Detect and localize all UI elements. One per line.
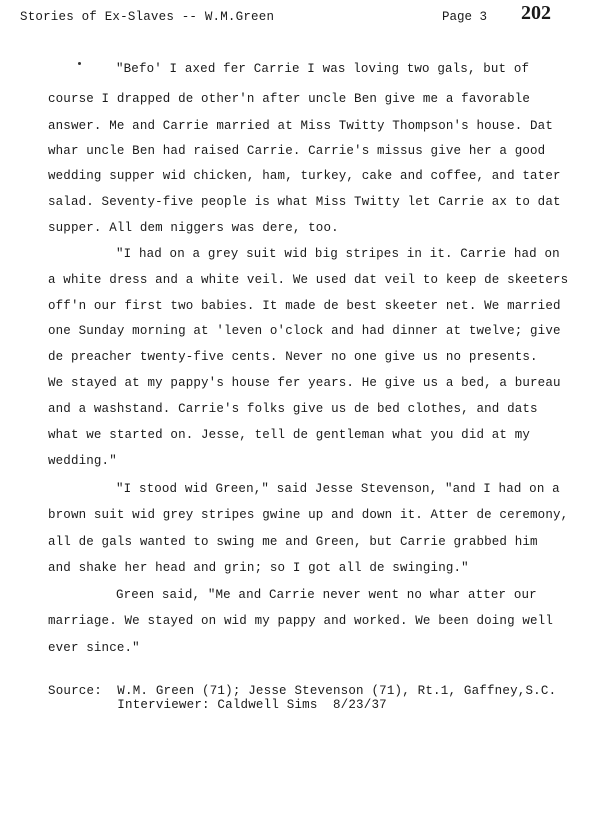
text-line: "I had on a grey suit wid big stripes in it. Carrie had on: [116, 247, 560, 261]
text-line: one Sunday morning at 'leven o'clock and had dinner at twelve; give: [48, 324, 561, 338]
text-line: whar uncle Ben had raised Carrie. Carrie's missus give her a good: [48, 144, 546, 158]
text-line: Green said, "Me and Carrie never went no whar atter our: [116, 588, 537, 602]
text-line: wedding.": [48, 454, 117, 468]
page-label: Page 3: [442, 10, 488, 24]
text-line: "Befo' I axed fer Carrie I was loving two gals, but of: [116, 62, 530, 76]
source-citation: [48, 684, 556, 712]
text-line: supper. All dem niggers was dere, too.: [48, 221, 339, 235]
text-line: course I drapped de other'n after uncle Ben give me a favorable: [48, 92, 531, 106]
text-line: salad. Seventy-five people is what Miss Twitty let Carrie ax to dat: [48, 195, 561, 209]
ink-dot: [78, 62, 81, 65]
text-line: and a washstand. Carrie's folks give us de bed clothes, and dats: [48, 402, 538, 416]
text-line: We stayed at my pappy's house fer years. He give us a bed, a bureau: [48, 376, 561, 390]
text-line: brown suit wid grey stripes gwine up and down it. Atter de ceremony,: [48, 508, 569, 522]
text-line: marriage. We stayed on wid my pappy and worked. We been doing well: [48, 614, 553, 628]
text-line: de preacher twenty-five cents. Never no one give us no presents.: [48, 350, 538, 364]
text-line: all de gals wanted to swing me and Green, but Carrie grabbed him: [48, 535, 538, 549]
text-line: wedding supper wid chicken, ham, turkey, cake and coffee, and tater: [48, 169, 561, 183]
header-title: Stories of Ex-Slaves -- W.M.Green: [20, 10, 275, 24]
text-line: "I stood wid Green," said Jesse Stevenson, "and I had on a: [116, 482, 560, 496]
text-line: answer. Me and Carrie married at Miss Twitty Thompson's house. Dat: [48, 119, 553, 133]
interviewer-line: Interviewer: Caldwell Sims 8/23/37: [48, 698, 387, 712]
source-line: Source: W.M. Green (71); Jesse Stevenson (71), Rt.1, Gaffney,S.C.: [48, 684, 557, 698]
text-line: and shake her head and grin; so I got all de swinging.": [48, 561, 469, 575]
text-line: what we started on. Jesse, tell de gentleman what you did at my: [48, 428, 531, 442]
text-line: a white dress and a white veil. We used dat veil to keep de skeeters: [48, 273, 569, 287]
text-line: off'n our first two babies. It made de best skeeter net. We married: [48, 299, 561, 313]
page-number: 202: [521, 2, 551, 24]
text-line: ever since.": [48, 641, 140, 655]
